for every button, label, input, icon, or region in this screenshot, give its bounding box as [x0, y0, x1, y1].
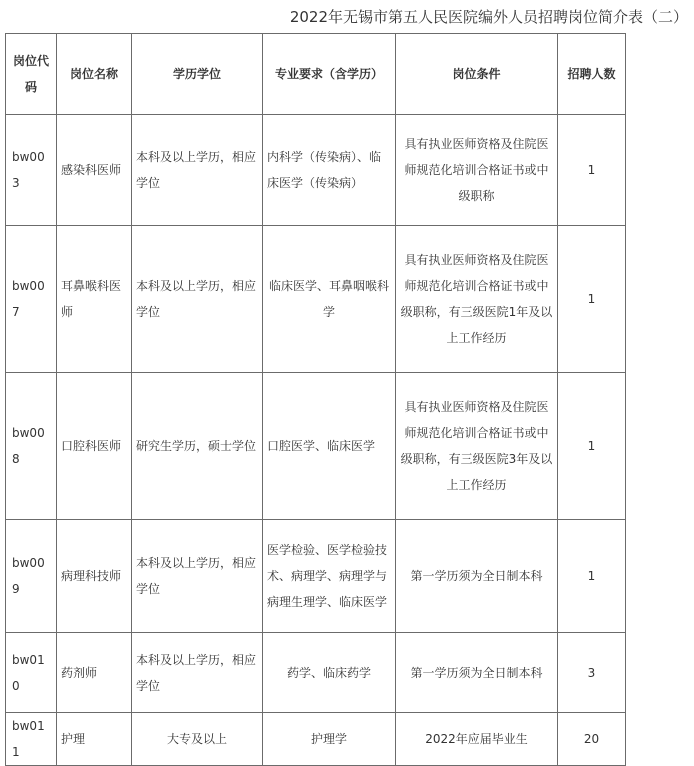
cell-major: 医学检验、医学检验技术、病理学、病理学与病理生理学、临床医学: [263, 520, 396, 633]
cell-major: 口腔医学、临床医学: [263, 373, 396, 520]
cell-cond: 具有执业医师资格及住院医师规范化培训合格证书或中级职称，有三级医院1年及以上工作经历: [396, 226, 558, 373]
cell-cond: 具有执业医师资格及住院医师规范化培训合格证书或中级职称，有三级医院3年及以上工作经历: [396, 373, 558, 520]
table-row: [6, 520, 626, 633]
cell-code: bw003: [6, 115, 57, 226]
header-code: 岗位代码: [6, 34, 57, 115]
cell-edu: 本科及以上学历，相应学位: [132, 520, 263, 633]
cell-cond: 2022年应届毕业生: [396, 713, 558, 766]
cell-code: bw009: [6, 520, 57, 633]
cell-edu: 研究生学历，硕士学位: [132, 373, 263, 520]
cell-count: 1: [558, 520, 626, 633]
cell-cond: 第一学历须为全日制本科: [396, 633, 558, 713]
header-name: 岗位名称: [57, 34, 132, 115]
header-count: 招聘人数: [558, 34, 626, 115]
cell-name: 药剂师: [57, 633, 132, 713]
table-row: [6, 633, 626, 713]
table-row: [6, 713, 626, 766]
cell-name: 耳鼻喉科医师: [57, 226, 132, 373]
positions-table: [5, 33, 626, 766]
cell-code: bw007: [6, 226, 57, 373]
cell-count: 1: [558, 226, 626, 373]
cell-cond: 具有执业医师资格及住院医师规范化培训合格证书或中级职称: [396, 115, 558, 226]
cell-major: 临床医学、耳鼻咽喉科学: [263, 226, 396, 373]
header-major: 专业要求（含学历）: [263, 34, 396, 115]
cell-count: 1: [558, 115, 626, 226]
cell-name: 感染科医师: [57, 115, 132, 226]
table-row: [6, 115, 626, 226]
cell-code: bw010: [6, 633, 57, 713]
cell-cond: 第一学历须为全日制本科: [396, 520, 558, 633]
cell-major: 护理学: [263, 713, 396, 766]
cell-code: bw008: [6, 373, 57, 520]
cell-name: 口腔科医师: [57, 373, 132, 520]
cell-count: 3: [558, 633, 626, 713]
table-header-row: [6, 34, 626, 115]
cell-major: 内科学（传染病）、临床医学（传染病）: [263, 115, 396, 226]
cell-count: 1: [558, 373, 626, 520]
cell-edu: 大专及以上: [132, 713, 263, 766]
document-title: 2022年无锡市第五人民医院编外人员招聘岗位简介表（二）: [289, 8, 688, 26]
cell-name: 病理科技师: [57, 520, 132, 633]
cell-edu: 本科及以上学历，相应学位: [132, 226, 263, 373]
cell-edu: 本科及以上学历，相应学位: [132, 633, 263, 713]
table-row: [6, 226, 626, 373]
cell-major: 药学、临床药学: [263, 633, 396, 713]
cell-code: bw011: [6, 713, 57, 766]
header-edu: 学历学位: [132, 34, 263, 115]
cell-name: 护理: [57, 713, 132, 766]
header-cond: 岗位条件: [396, 34, 558, 115]
cell-count: 20: [558, 713, 626, 766]
cell-edu: 本科及以上学历，相应学位: [132, 115, 263, 226]
table-row: [6, 373, 626, 520]
